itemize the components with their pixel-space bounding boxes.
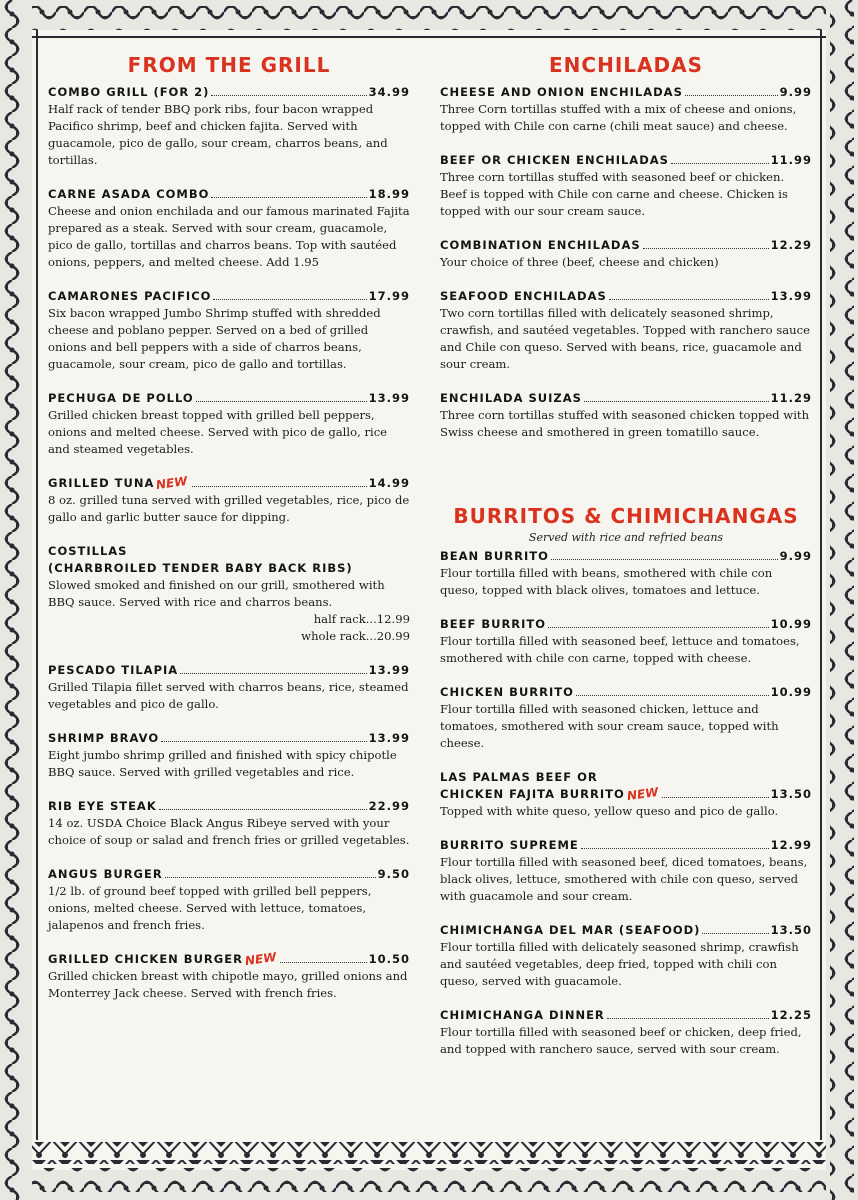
menu-item: [440, 769, 812, 820]
menu-item: [440, 548, 812, 599]
item-name: PECHUGA DE POLLO: [48, 391, 194, 405]
menu-item: [48, 798, 410, 849]
item-price: 13.99: [368, 731, 410, 745]
item-description: Topped with white queso, yellow queso and pico de gallo.: [440, 804, 779, 818]
menu-item: [48, 390, 410, 458]
item-name: ANGUS BURGER: [48, 867, 163, 881]
leader-dots: [165, 877, 376, 878]
item-price: 11.99: [770, 153, 812, 167]
menu-item: [440, 152, 812, 220]
item-name: COMBINATION ENCHILADAS: [440, 238, 641, 252]
menu-item: [440, 684, 812, 752]
section-title-enchiladas: ENCHILADAS: [549, 53, 703, 77]
item-price: 9.99: [779, 549, 812, 563]
item-name: CHEESE AND ONION ENCHILADAS: [440, 85, 683, 99]
item-description: Flour tortilla filled with seasoned beef, diced tomatoes, beans, black olives, lettuce, smothered with chile con queso, served with guacamole and sour cream.: [440, 855, 808, 903]
menu-item: [48, 186, 410, 271]
item-price: 18.99: [368, 187, 410, 201]
item-price: 13.99: [368, 663, 410, 677]
item-price: 12.99: [770, 838, 812, 852]
item-name: RIB EYE STEAK: [48, 799, 157, 813]
right-column: [440, 52, 812, 1075]
item-name: BURRITO SUPREME: [440, 838, 579, 852]
leader-dots: [671, 163, 769, 164]
item-name-line1: LAS PALMAS BEEF OR: [440, 770, 598, 784]
item-description: Flour tortilla filled with seasoned chicken, lettuce and tomatoes, smothered with sour cream sauce, topped with cheese.: [440, 702, 779, 750]
item-name: PESCADO TILAPIA: [48, 663, 179, 677]
leader-dots: [280, 962, 366, 963]
new-badge: NEW: [244, 949, 278, 969]
item-price: 9.99: [779, 85, 812, 99]
item-description: 1/2 lb. of ground beef topped with grilled bell peppers, onions, melted cheese. Served with lettuce, tomatoes, jalapenos and french fries.: [48, 884, 372, 932]
item-description: 14 oz. USDA Choice Black Angus Ribeye served with your choice of soup or salad and french fries or grilled vegetables.: [48, 816, 410, 847]
leader-dots: [159, 809, 367, 810]
menu-item: [48, 951, 410, 1002]
leader-dots: [609, 299, 769, 300]
leader-dots: [685, 95, 778, 96]
leader-dots: [161, 741, 366, 742]
leader-dots: [211, 95, 366, 96]
item-price: 17.99: [368, 289, 410, 303]
item-price: 34.99: [368, 85, 410, 99]
item-description: Eight jumbo shrimp grilled and finished with spicy chipotle BBQ sauce. Served with grilled vegetables and rice.: [48, 748, 397, 779]
item-description: Your choice of three (beef, cheese and chicken): [440, 255, 719, 269]
item-description: Flour tortilla filled with delicately seasoned shrimp, crawfish and sautéed vegetables, deep fried, topped with chili con queso, served with guacamole.: [440, 940, 799, 988]
menu-item: [48, 543, 410, 645]
item-description: Flour tortilla filled with seasoned beef or chicken, deep fried, and topped with ranchero sauce, served with sour cream.: [440, 1025, 802, 1056]
menu-item: [48, 84, 410, 169]
item-description: Flour tortilla filled with seasoned beef, lettuce and tomatoes, smothered with chile con carne, topped with cheese.: [440, 634, 800, 665]
item-description: Cheese and onion enchilada and our famous marinated Fajita prepared as a steak. Served with sour cream, guacamole, pico de gallo, tortillas and charros beans. Top with sautéed onions, peppers, and melted cheese. Add 1.95: [48, 204, 410, 269]
item-price: 11.29: [770, 391, 812, 405]
menu-item: [440, 237, 812, 271]
item-name: BEEF OR CHICKEN ENCHILADAS: [440, 153, 669, 167]
menu-item: [440, 922, 812, 990]
item-name: COSTILLAS: [48, 544, 128, 558]
menu-item: [440, 837, 812, 905]
item-name: GRILLED TUNA: [48, 476, 155, 490]
item-name: CARNE ASADA COMBO: [48, 187, 210, 201]
item-name: ENCHILADA SUIZAS: [440, 391, 582, 405]
menu-item: [48, 662, 410, 713]
menu-item: [48, 288, 410, 373]
leader-dots: [180, 673, 366, 674]
item-name: CHICKEN BURRITO: [440, 685, 574, 699]
item-description: Half rack of tender BBQ pork ribs, four bacon wrapped Pacifico shrimp, beef and chicken fajita. Served with guacamole, pico de gallo, sour cream, charros beans, and tortillas.: [48, 102, 388, 167]
menu-item: [440, 1007, 812, 1058]
leader-dots: [662, 797, 768, 798]
item-description: Three Corn tortillas stuffed with a mix of cheese and onions, topped with Chile con carne (chili meat sauce) and cheese.: [440, 102, 797, 133]
leader-dots: [196, 401, 367, 402]
item-description: Flour tortilla filled with beans, smothered with chile con queso, topped with black olives, tomatoes and lettuce.: [440, 566, 773, 597]
item-price: 12.25: [770, 1008, 812, 1022]
item-name: CHICKEN FAJITA BURRITO: [440, 787, 625, 801]
item-subtitle: (CHARBROILED TENDER BABY BACK RIBS): [48, 561, 353, 575]
item-price: 13.99: [368, 391, 410, 405]
leader-dots: [643, 248, 769, 249]
item-name: BEEF BURRITO: [440, 617, 547, 631]
item-description: Grilled chicken breast with chipotle mayo, grilled onions and Monterrey Jack cheese. Served with french fries.: [48, 969, 408, 1000]
item-description: Two corn tortillas filled with delicately seasoned shrimp, crawfish, and sautéed vegetables. Topped with ranchero sauce and Chile con queso. Served with beans, rice, guacamole and sour cream.: [440, 306, 810, 371]
item-name: COMBO GRILL (FOR 2): [48, 85, 210, 99]
half-rack-price: half rack...12.99: [313, 612, 410, 626]
menu-item: [48, 866, 410, 934]
leader-dots: [548, 627, 769, 628]
item-description: 8 oz. grilled tuna served with grilled vegetables, rice, pico de gallo and garlic butter sauce for dipping.: [48, 493, 410, 524]
item-name: CAMARONES PACIFICO: [48, 289, 212, 303]
item-name: SHRIMP BRAVO: [48, 731, 160, 745]
item-price: 14.99: [368, 476, 410, 490]
menu-item: [440, 84, 812, 135]
item-description: Six bacon wrapped Jumbo Shrimp stuffed with shredded cheese and poblano pepper. Served on a bed of grilled onions and bell peppers with a side of charros beans, guacamole, sour cream, pico de gallo and tortillas.: [48, 306, 381, 371]
item-description: Grilled Tilapia fillet served with charros beans, rice, steamed vegetables and pico de gallo.: [48, 680, 409, 711]
menu-item: [48, 730, 410, 781]
item-name: CHIMICHANGA DINNER: [440, 1008, 605, 1022]
item-name: BEAN BURRITO: [440, 549, 549, 563]
section-title-grill: FROM THE GRILL: [127, 53, 331, 77]
left-column: [48, 52, 410, 1019]
new-badge: NEW: [155, 473, 189, 493]
item-price: 13.99: [770, 289, 812, 303]
leader-dots: [584, 401, 769, 402]
item-price: 22.99: [368, 799, 410, 813]
leader-dots: [211, 197, 366, 198]
item-description: Slowed smoked and finished on our grill, smothered with BBQ sauce. Served with rice and charros beans.: [48, 578, 385, 609]
leader-dots: [192, 486, 367, 487]
item-price: 13.50: [770, 923, 812, 937]
item-price: 10.50: [368, 952, 410, 966]
leader-dots: [581, 848, 769, 849]
leader-dots: [576, 695, 769, 696]
section-title-burritos: BURRITOS & CHIMICHANGAS: [453, 504, 799, 528]
item-price: 10.99: [770, 685, 812, 699]
item-name: CHIMICHANGA DEL MAR (SEAFOOD): [440, 923, 701, 937]
leader-dots: [607, 1018, 769, 1019]
menu-item: [440, 616, 812, 667]
new-badge: NEW: [625, 784, 659, 804]
section-subtitle: Served with rice and refried beans: [528, 531, 724, 544]
leader-dots: [702, 933, 768, 934]
leader-dots: [551, 559, 778, 560]
item-price: 13.50: [770, 787, 812, 801]
menu-item: [440, 390, 812, 441]
menu-item: [48, 475, 410, 526]
item-description: Three corn tortillas stuffed with seasoned chicken topped with Swiss cheese and smothered in green tomatillo sauce.: [440, 408, 810, 439]
item-description: Three corn tortillas stuffed with seasoned beef or chicken. Beef is topped with Chile con carne and cheese. Chicken is topped with our sour cream sauce.: [440, 170, 788, 218]
item-price: 12.29: [770, 238, 812, 252]
item-price: 10.99: [770, 617, 812, 631]
item-price: 9.50: [377, 867, 410, 881]
leader-dots: [213, 299, 366, 300]
item-description: Grilled chicken breast topped with grilled bell peppers, onions and melted cheese. Served with pico de gallo, rice and steamed vegetables.: [48, 408, 388, 456]
menu-item: [440, 288, 812, 373]
item-name: SEAFOOD ENCHILADAS: [440, 289, 607, 303]
item-name: GRILLED CHICKEN BURGER: [48, 952, 243, 966]
whole-rack-price: whole rack...20.99: [301, 629, 410, 643]
